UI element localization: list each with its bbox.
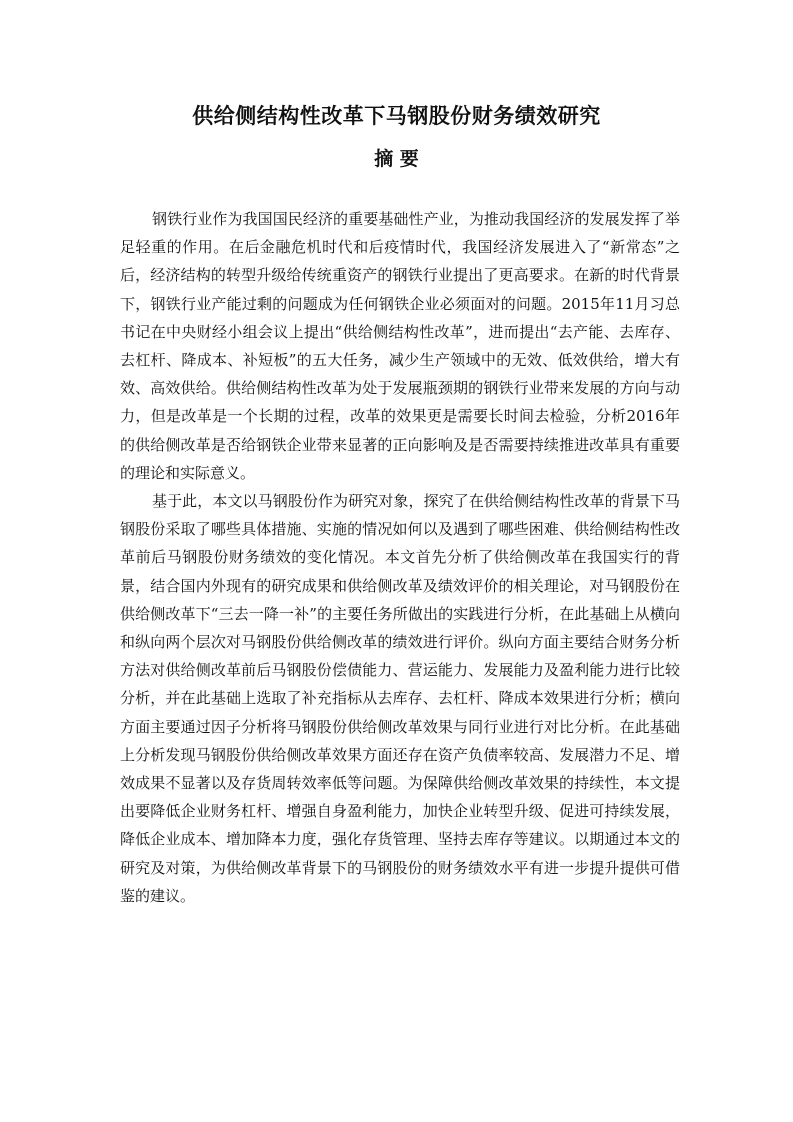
abstract-paragraph-1: 钢铁行业作为我国国民经济的重要基础性产业，为推动我国经济的发展发挥了举足轻重的作用。在后金融危机时代和后疫情时代，我国经济发展进入了“新常态”之后，经济结构的转型升级给传统重资产的钢铁行业提出了更高要求。在新的时代背景下，钢铁行业产能过剩的问题成为任何钢铁企业必须面对的问题。2015年11月习总书记在中央财经小组会议上提出“供给侧结构性改革”，进而提出“去产能、去库存、去杠杆、降成本、补短板”的五大任务，减少生产领域中的无效、低效供给，增大有效、高效供给。供给侧结构性改革为处于发展瓶颈期的钢铁行业带来发展的方向与动力，但是改革是一个长期的过程，改革的效果更是需要长时间去检验，分析2016年的供给侧改革是否给钢铁企业带来显著的正向影响及是否需要持续推进改革具有重要的理论和实际意义。 [120,210,680,482]
abstract-body [120,205,680,910]
paper-title: 供给侧结构性改革下马钢股份财务绩效研究 [192,104,601,128]
abstract-heading: 摘 要 [374,148,419,170]
abstract-paragraph-2: 基于此，本文以马钢股份作为研究对象，探究了在供给侧结构性改革的背景下马钢股份采取了哪些具体措施、实施的情况如何以及遇到了哪些困难、供给侧结构性改革前后马钢股份财务绩效的变化情况。本文首先分析了供给侧改革在我国实行的背景，结合国内外现有的研究成果和供给侧改革及绩效评价的相关理论，对马钢股份在供给侧改革下“三去一降一补”的主要任务所做出的实践进行分析，在此基础上从横向和纵向两个层次对马钢股份供给侧改革的绩效进行评价。纵向方面主要结合财务分析方法对供给侧改革前后马钢股份偿债能力、营运能力、发展能力及盈利能力进行比较分析，并在此基础上选取了补充指标从去库存、去杠杆、降成本效果进行分析；横向方面主要通过因子分析将马钢股份供给侧改革效果与同行业进行对比分析。在此基础上分析发现马钢股份供给侧改革效果方面还存在资产负债率较高、发展潜力不足、增效成果不显著以及存货周转效率低等问题。为保障供给侧改革效果的持续性，本文提出要降低企业财务杠杆、增强自身盈利能力，加快企业转型升级、促进可持续发展，降低企业成本、增加降本力度，强化存货管理、坚持去库存等建议。以期通过本文的研究及对策，为供给侧改革背景下的马钢股份的财务绩效水平有进一步提升提供可借鉴的建议。 [120,492,680,905]
